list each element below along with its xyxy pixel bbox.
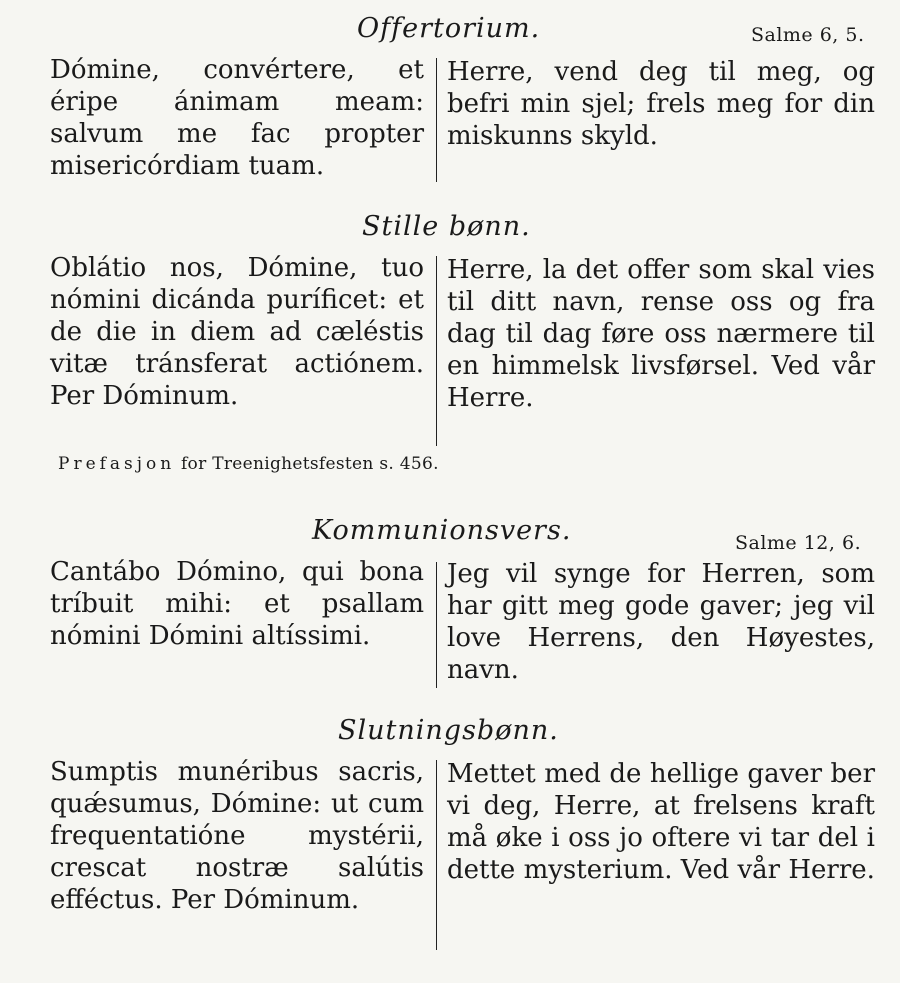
preface-text: for Treenighetsfesten <box>180 454 374 474</box>
latin-text-kommunionsvers: Cantábo Dómino, qui bona tríbuit mihi: et psallam nómini Dómini altíssimi. <box>50 557 424 651</box>
column-divider <box>436 760 437 950</box>
scripture-reference: Salme 12, 6. <box>735 532 862 554</box>
column-divider <box>436 58 437 182</box>
preface-label: Prefasjon <box>58 454 176 474</box>
norwegian-text-slutningsbonn: Mettet med de hellige gaver ber vi deg, Herre, at frelsens kraft må øke i oss jo oftere vi tar del i dette mysterium. Ved vår Herre. <box>447 759 875 885</box>
heading-title: Slutningsbønn. <box>338 715 559 746</box>
latin-text-slutningsbonn: Sumptis munéribus sacris, quǽsumus, Dómine: ut cum frequentatióne mystérii, crescat nostræ salútis efféctus. Per Dóminum. <box>50 757 424 915</box>
latin-text-stille-bonn: Oblátio nos, Dómine, tuo nómini dicánda puríficet: et de die in diem ad cæléstis vitæ tránsferat actiónem. Per Dóminum. <box>50 253 424 411</box>
norwegian-text-offertorium: Herre, vend deg til meg, og befri min sjel; frels meg for din miskunns skyld. <box>447 57 875 151</box>
heading-title: Offertorium. <box>357 13 541 44</box>
heading-title: Stille bønn. <box>362 211 531 242</box>
heading-title: Kommunionsvers. <box>312 515 572 546</box>
preface-note <box>58 454 439 474</box>
scripture-reference: Salme 6, 5. <box>751 24 865 46</box>
norwegian-text-stille-bonn: Herre, la det offer som skal vies til ditt navn, rense oss og fra dag til dag føre oss nærmere til en himmelsk livsførsel. Ved vår Herre. <box>447 255 875 413</box>
column-divider <box>436 256 437 446</box>
preface-page: s. 456. <box>379 454 439 474</box>
norwegian-text-kommunionsvers: Jeg vil synge for Herren, som har gitt meg gode gaver; jeg vil love Herrens, den Høyestes, navn. <box>447 559 875 685</box>
column-divider <box>436 562 437 688</box>
latin-text-offertorium: Dómine, convértere, et éripe ánimam meam: salvum me fac propter misericórdiam tuam. <box>50 55 424 181</box>
